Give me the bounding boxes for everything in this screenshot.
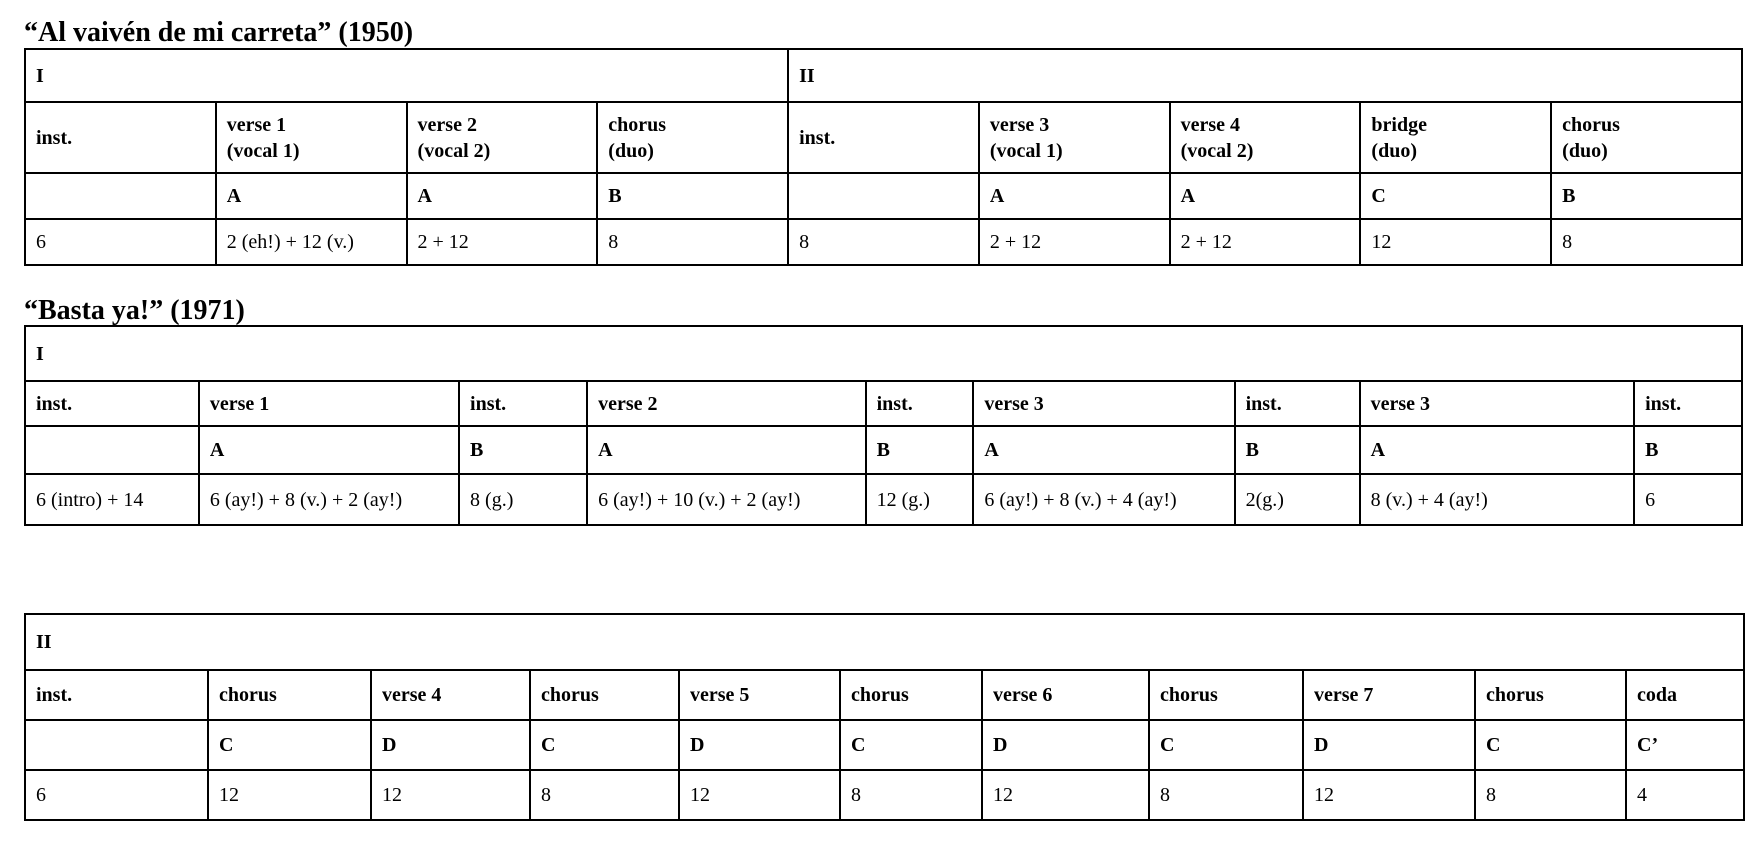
part-cell: bridge (duo) xyxy=(1360,102,1551,173)
bars-cell: 12 xyxy=(679,770,840,820)
section-label: I xyxy=(25,326,1742,381)
part-cell: verse 3 (vocal 1) xyxy=(979,102,1170,173)
bars-row xyxy=(25,219,1742,265)
letter-cell: A xyxy=(1170,173,1361,219)
letter-cell: B xyxy=(459,426,587,474)
bars-cell: 2 + 12 xyxy=(1170,219,1361,265)
part-cell: verse 6 xyxy=(982,670,1149,720)
part-cell: chorus (duo) xyxy=(597,102,788,173)
letter-cell: C xyxy=(1149,720,1303,770)
bars-cell: 6 (ay!) + 8 (v.) + 2 (ay!) xyxy=(199,474,459,525)
bars-cell: 12 xyxy=(982,770,1149,820)
part-cell: verse 2 (vocal 2) xyxy=(407,102,598,173)
part-cell: chorus xyxy=(1475,670,1626,720)
letter-cell xyxy=(25,426,199,474)
letter-cell: A xyxy=(407,173,598,219)
part-cell: verse 7 xyxy=(1303,670,1475,720)
section-label: II xyxy=(788,49,1742,102)
bars-cell: 8 xyxy=(788,219,979,265)
bars-cell: 6 (ay!) + 10 (v.) + 2 (ay!) xyxy=(587,474,866,525)
bars-cell: 12 xyxy=(371,770,530,820)
letter-cell: A xyxy=(587,426,866,474)
bars-row xyxy=(25,770,1744,820)
part-cell: verse 5 xyxy=(679,670,840,720)
part-cell: verse 4 (vocal 2) xyxy=(1170,102,1361,173)
letter-cell: C xyxy=(840,720,982,770)
letter-cell: B xyxy=(1235,426,1360,474)
part-cell: inst. xyxy=(459,381,587,426)
part-cell: verse 3 xyxy=(1360,381,1634,426)
song2-title: “Basta ya!” (1971) xyxy=(24,295,245,326)
bars-cell: 6 xyxy=(25,219,216,265)
part-cell: verse 2 xyxy=(587,381,866,426)
part-cell: coda xyxy=(1626,670,1744,720)
part-cell: chorus (duo) xyxy=(1551,102,1742,173)
letter-cell: C xyxy=(1360,173,1551,219)
bars-cell: 8 xyxy=(1475,770,1626,820)
part-cell: verse 1 (vocal 1) xyxy=(216,102,407,173)
letter-cell: B xyxy=(597,173,788,219)
letter-cell: A xyxy=(979,173,1170,219)
part-cell: inst. xyxy=(1235,381,1360,426)
bars-cell: 6 (intro) + 14 xyxy=(25,474,199,525)
letter-row xyxy=(25,173,1742,219)
bars-cell: 8 xyxy=(530,770,679,820)
letter-cell: D xyxy=(679,720,840,770)
part-cell: chorus xyxy=(208,670,371,720)
letter-cell: A xyxy=(216,173,407,219)
part-row xyxy=(25,670,1744,720)
part-row xyxy=(25,102,1742,173)
section-label: II xyxy=(25,614,1744,670)
letter-cell: A xyxy=(973,426,1234,474)
song2-part2-table xyxy=(24,613,1745,821)
bars-cell: 8 xyxy=(597,219,788,265)
letter-cell: C xyxy=(208,720,371,770)
bars-cell: 6 (ay!) + 8 (v.) + 4 (ay!) xyxy=(973,474,1234,525)
part-row xyxy=(25,381,1742,426)
bars-cell: 2 + 12 xyxy=(979,219,1170,265)
part-cell: inst. xyxy=(25,670,208,720)
part-cell: inst. xyxy=(25,381,199,426)
letter-cell: D xyxy=(982,720,1149,770)
letter-cell: A xyxy=(1360,426,1634,474)
song2-part1-table xyxy=(24,325,1743,526)
bars-cell: 12 xyxy=(208,770,371,820)
bars-cell: 12 xyxy=(1303,770,1475,820)
part-cell: chorus xyxy=(840,670,982,720)
bars-cell: 8 xyxy=(1149,770,1303,820)
section-row xyxy=(25,326,1742,381)
letter-row xyxy=(25,720,1744,770)
bars-cell: 12 (g.) xyxy=(866,474,974,525)
part-cell: inst. xyxy=(25,102,216,173)
song1-title: “Al vaivén de mi carreta” (1950) xyxy=(24,17,414,48)
letter-cell xyxy=(788,173,979,219)
part-cell: verse 1 xyxy=(199,381,459,426)
part-cell: verse 3 xyxy=(973,381,1234,426)
letter-row xyxy=(25,426,1742,474)
part-cell: inst. xyxy=(788,102,979,173)
bars-cell: 2 (eh!) + 12 (v.) xyxy=(216,219,407,265)
letter-cell xyxy=(25,720,208,770)
letter-cell: A xyxy=(199,426,459,474)
section-label: I xyxy=(25,49,788,102)
bars-cell: 8 (g.) xyxy=(459,474,587,525)
bars-cell: 12 xyxy=(1360,219,1551,265)
letter-cell xyxy=(25,173,216,219)
bars-row xyxy=(25,474,1742,525)
letter-cell: B xyxy=(866,426,974,474)
part-cell: verse 4 xyxy=(371,670,530,720)
letter-cell: C xyxy=(530,720,679,770)
section-row xyxy=(25,49,1742,102)
part-cell: inst. xyxy=(1634,381,1742,426)
letter-cell: B xyxy=(1551,173,1742,219)
bars-cell: 2(g.) xyxy=(1235,474,1360,525)
bars-cell: 6 xyxy=(1634,474,1742,525)
part-cell: chorus xyxy=(1149,670,1303,720)
bars-cell: 8 (v.) + 4 (ay!) xyxy=(1360,474,1634,525)
part-cell: chorus xyxy=(530,670,679,720)
letter-cell: B xyxy=(1634,426,1742,474)
section-row xyxy=(25,614,1744,670)
letter-cell: C xyxy=(1475,720,1626,770)
bars-cell: 4 xyxy=(1626,770,1744,820)
letter-cell: C’ xyxy=(1626,720,1744,770)
part-cell: inst. xyxy=(866,381,974,426)
bars-cell: 8 xyxy=(840,770,982,820)
letter-cell: D xyxy=(1303,720,1475,770)
bars-cell: 8 xyxy=(1551,219,1742,265)
song1-form-table xyxy=(24,48,1743,266)
bars-cell: 2 + 12 xyxy=(407,219,598,265)
bars-cell: 6 xyxy=(25,770,208,820)
letter-cell: D xyxy=(371,720,530,770)
